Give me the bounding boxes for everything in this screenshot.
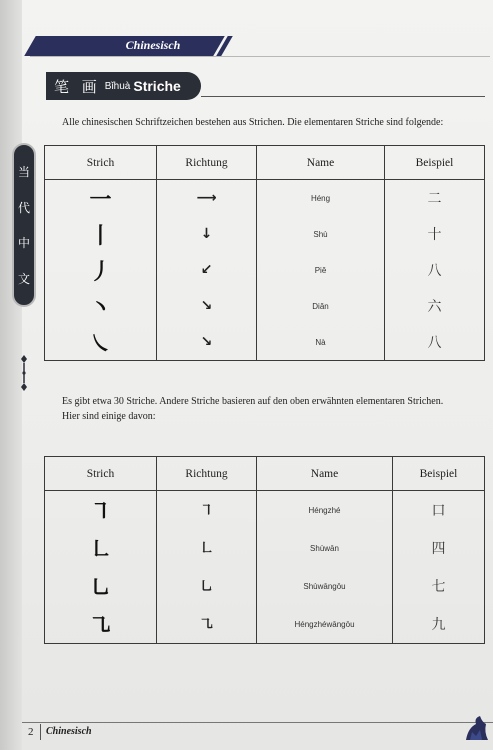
stroke-name: Shù	[257, 216, 385, 252]
stroke-name: Diǎn	[257, 288, 385, 324]
column-header: Strich	[45, 457, 157, 491]
stroke-name: Piě	[257, 252, 385, 288]
column-header: Beispiel	[385, 146, 485, 180]
example-char: 九	[393, 605, 485, 644]
column-header: Richtung	[157, 146, 257, 180]
column-header: Name	[257, 457, 393, 491]
column-header: Name	[257, 146, 385, 180]
table-row	[45, 491, 485, 530]
title-pinyin: Bǐhuà	[104, 80, 131, 92]
stroke-name: Héngzhé	[257, 491, 393, 530]
table-row	[45, 252, 485, 288]
stroke-name: Héng	[257, 180, 385, 217]
publisher-logo-icon	[462, 714, 490, 744]
stroke-glyph: ㇏	[45, 324, 157, 361]
example-char: 六	[385, 288, 485, 324]
direction-arrow: ↘	[157, 324, 257, 361]
example-char: 七	[393, 567, 485, 605]
stroke-glyph: 丶	[45, 288, 157, 324]
title-german: Striche	[133, 78, 181, 94]
stroke-glyph: 丿	[45, 252, 157, 288]
table-row	[45, 216, 485, 252]
table-row	[45, 288, 485, 324]
direction-arrow: ㇗	[157, 529, 257, 567]
table-row	[45, 529, 485, 567]
footer-rule	[22, 722, 493, 723]
example-char: 十	[385, 216, 485, 252]
column-header: Beispiel	[393, 457, 485, 491]
stroke-glyph: ㇟	[45, 567, 157, 605]
basic-strokes-table	[44, 145, 485, 361]
header-rule	[30, 56, 490, 57]
example-char: 八	[385, 252, 485, 288]
page-number: 2	[28, 726, 34, 738]
stroke-glyph: 丨	[45, 216, 157, 252]
stroke-glyph: 一	[45, 180, 157, 217]
stroke-glyph: ㇕	[45, 491, 157, 530]
footer-title: Chinesisch	[46, 726, 92, 737]
header-label: Chinesisch	[125, 38, 181, 52]
stroke-name: Nà	[257, 324, 385, 361]
direction-arrow: ㇈	[157, 605, 257, 644]
page-gutter	[0, 0, 22, 750]
title-rule	[201, 96, 485, 97]
stroke-glyph: ㇈	[45, 605, 157, 644]
table-row	[45, 605, 485, 644]
paragraph-line: Es gibt etwa 30 Striche. Andere Striche basieren auf den oben erwähnten elementaren Strichen.	[62, 396, 444, 407]
direction-arrow: ⟶	[157, 180, 257, 217]
stroke-name: Shùwān	[257, 529, 393, 567]
example-char: 二	[385, 180, 485, 217]
direction-arrow: ↓	[157, 216, 257, 252]
table-header-row	[45, 457, 485, 491]
stroke-name: Shùwāngōu	[257, 567, 393, 605]
title-chinese: 笔 画	[54, 77, 101, 96]
direction-arrow: ↘	[157, 288, 257, 324]
column-header: Strich	[45, 146, 157, 180]
direction-arrow: ㇟	[157, 567, 257, 605]
table-row	[45, 567, 485, 605]
table-row	[45, 180, 485, 217]
example-char: 四	[393, 529, 485, 567]
side-ornament-icon	[21, 355, 27, 391]
side-tab	[12, 143, 36, 307]
footer-divider	[40, 724, 41, 740]
side-tab-char: 代	[17, 200, 30, 215]
stroke-name: Héngzhéwāngōu	[257, 605, 393, 644]
paragraph-line: Hier sind einige davon:	[62, 411, 156, 422]
column-header: Richtung	[157, 457, 257, 491]
intro-text: Alle chinesischen Schriftzeichen bestehen aus Strichen. Die elementaren Striche sind folgende:	[62, 117, 444, 128]
example-char: 口	[393, 491, 485, 530]
side-tab-char: 中	[17, 236, 30, 251]
direction-arrow: ㇕	[157, 491, 257, 530]
table-row	[45, 324, 485, 361]
section-title	[46, 72, 201, 100]
side-tab-char: 当	[17, 165, 30, 180]
stroke-glyph: ㇗	[45, 529, 157, 567]
example-char: 八	[385, 324, 485, 361]
table-header-row	[45, 146, 485, 180]
compound-strokes-table	[44, 456, 485, 644]
side-tab-char: 文	[17, 271, 30, 286]
direction-arrow: ↙	[157, 252, 257, 288]
